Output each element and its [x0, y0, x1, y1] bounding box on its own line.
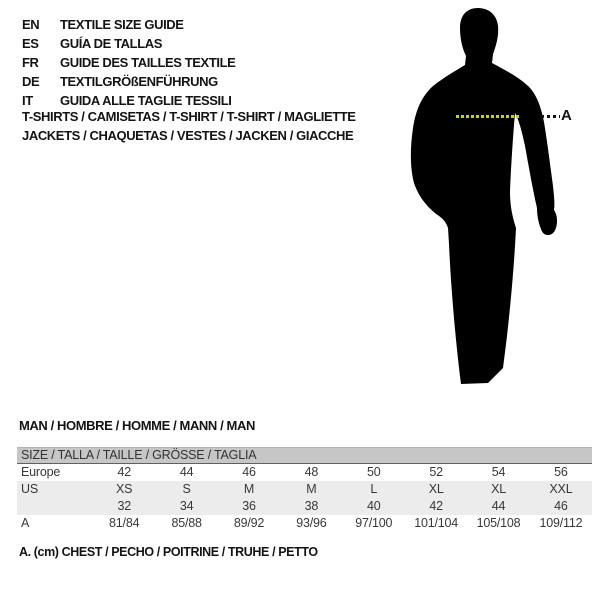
size-row-us: [17, 481, 592, 498]
language-code: FR: [22, 55, 39, 70]
size-cell: 85/88: [171, 516, 202, 530]
size-cell: 34: [155, 498, 217, 515]
size-cell: 40: [343, 498, 405, 515]
size-cell: M: [218, 481, 280, 498]
category-line-tshirts: T-SHIRTS / CAMISETAS / T-SHIRT / T-SHIRT / MAGLIETTE: [22, 109, 356, 124]
row-label: US: [17, 481, 93, 498]
size-cell: 48: [304, 465, 319, 480]
size-cell: 81/84: [109, 516, 140, 530]
size-table: [17, 447, 592, 532]
size-row-europe: [17, 464, 592, 481]
size-cell: S: [155, 481, 217, 498]
language-code: EN: [22, 17, 40, 32]
chest-footnote: A. (cm) CHEST / PECHO / POITRINE / TRUHE / PETTO: [19, 545, 318, 559]
language-row-es: [22, 34, 235, 53]
size-row-chest-a: [17, 515, 592, 532]
size-cell: 42: [405, 498, 467, 515]
size-cell: XL: [467, 481, 529, 498]
category-line-jackets: JACKETS / CHAQUETAS / VESTES / JACKEN / GIACCHE: [22, 128, 354, 143]
language-list: [22, 15, 235, 110]
size-cell: XS: [93, 481, 155, 498]
size-cell: XL: [405, 481, 467, 498]
size-cell: 42: [117, 465, 131, 480]
size-cell: 36: [218, 498, 280, 515]
section-title-man: MAN / HOMBRE / HOMME / MANN / MAN: [19, 418, 255, 433]
man-silhouette-figure: [403, 8, 578, 393]
size-cell: L: [343, 481, 405, 498]
language-label: GUIDE DES TAILLES TEXTILE: [60, 55, 236, 70]
man-silhouette: [403, 8, 578, 393]
language-row-de: [22, 72, 235, 91]
language-code: IT: [22, 93, 33, 108]
measure-label-a: A: [561, 107, 572, 124]
size-cell: 101/104: [414, 516, 459, 530]
size-cell: 89/92: [233, 516, 265, 530]
size-cell: 46: [242, 465, 256, 480]
language-label: GUIDA ALLE TAGLIE TESSILI: [60, 93, 232, 108]
row-label: Europe: [21, 465, 61, 480]
size-row-numeric: [17, 498, 592, 515]
row-label: A: [21, 516, 30, 530]
size-cell: 32: [93, 498, 155, 515]
size-cell: 105/108: [476, 516, 521, 530]
size-cell: M: [280, 481, 342, 498]
size-table-header-row: [17, 448, 592, 464]
size-cell: 109/112: [539, 516, 583, 530]
size-cell: 93/96: [296, 516, 327, 530]
language-label: GUÍA DE TALLAS: [60, 36, 163, 51]
chest-measure-dashed-line: [456, 115, 521, 118]
measure-connector-dashed-line: [541, 115, 560, 118]
row-label: [17, 498, 93, 515]
language-code: ES: [22, 36, 39, 51]
size-cell: 50: [367, 465, 381, 480]
category-list: [22, 107, 356, 145]
size-cell: 56: [554, 465, 568, 480]
size-cell: 54: [491, 465, 506, 480]
size-cell: 52: [429, 465, 443, 480]
size-cell: 97/100: [355, 516, 393, 530]
size-cell: 38: [280, 498, 342, 515]
language-row-en: [22, 15, 235, 34]
size-table-header: SIZE / TALLA / TAILLE / GRÖSSE / TAGLIA: [17, 448, 592, 464]
language-label: TEXTILE SIZE GUIDE: [60, 17, 184, 32]
size-cell: 46: [530, 498, 592, 515]
language-code: DE: [22, 74, 40, 89]
language-label: TEXTILGRÖßENFÜHRUNG: [60, 74, 218, 89]
size-cell: 44: [179, 465, 194, 480]
size-cell: 44: [467, 498, 529, 515]
language-row-fr: [22, 53, 235, 72]
size-cell: XXL: [530, 481, 592, 498]
